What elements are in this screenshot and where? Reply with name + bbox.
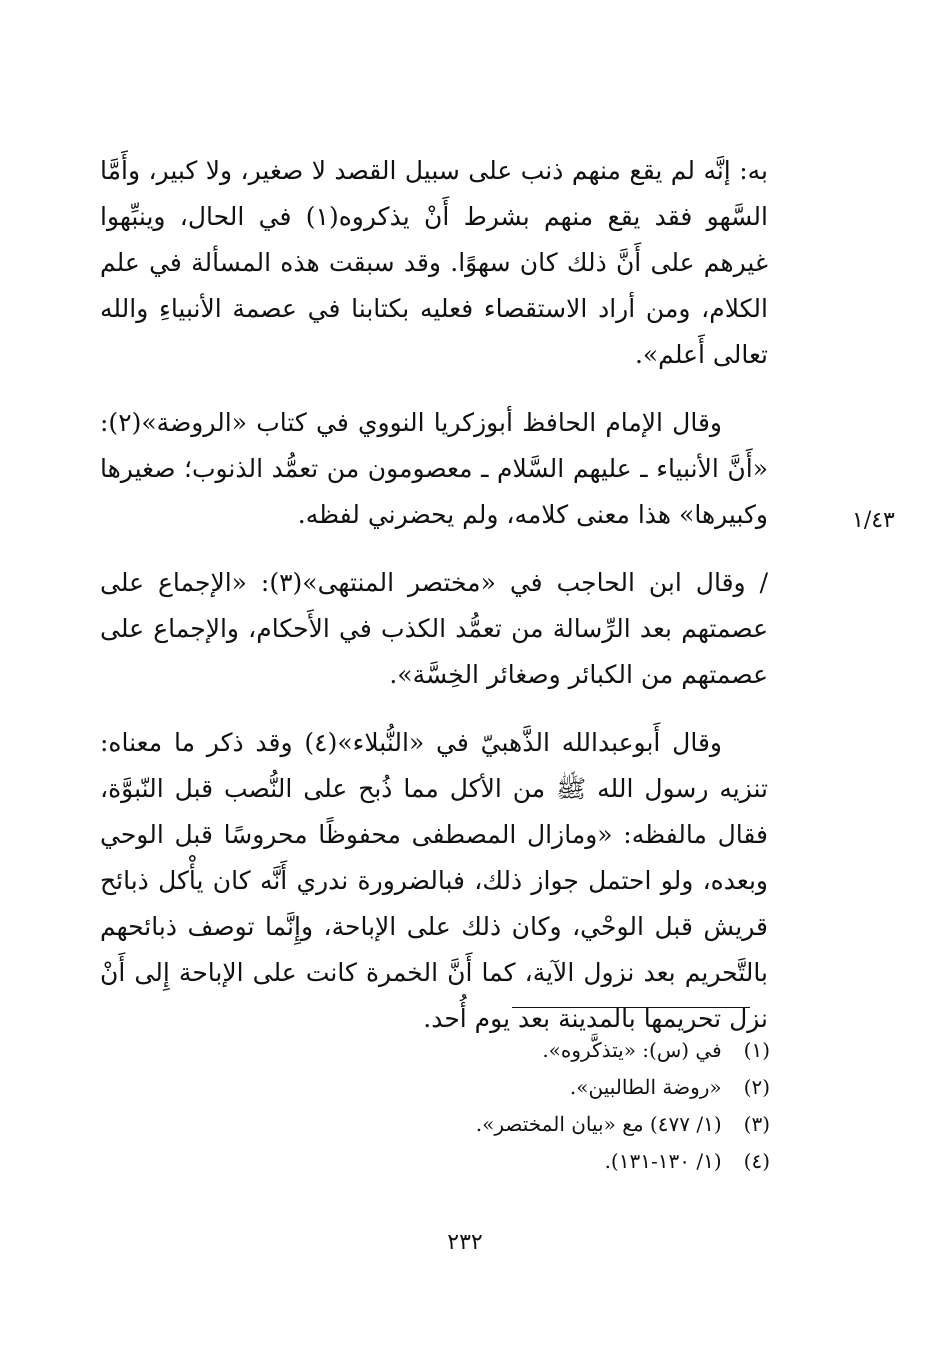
footnote-4 — [300, 1143, 770, 1180]
footnotes — [300, 1032, 770, 1180]
footnote-2 — [300, 1069, 770, 1106]
footnote-text: (١/ ١٣٠-١٣١). — [604, 1149, 722, 1173]
main-text — [100, 148, 768, 1064]
page-number: ٢٣٢ — [447, 1230, 483, 1255]
paragraph-3: / وقال ابن الحاجب في «مختصر المنتهى»(٣): «الإجماع على عصمتهم بعد الرِّسالة من تعمُّد الكذب في الأَحكام، والإجماع على عصمتهم من الكبائر وصغائر الخِسَّة». — [100, 568, 768, 689]
footnote-number: (٣) — [743, 1112, 770, 1136]
footnote-1 — [300, 1032, 770, 1069]
footnote-3 — [300, 1106, 770, 1143]
footnote-text: (١/ ٤٧٧) مع «بيان المختصر». — [475, 1112, 722, 1136]
paragraph-1: به: إنَّه لم يقع منهم ذنب على سبيل القصد لا صغير، ولا كبير، وأَمَّا السَّهو فقد يقع منهم بشرط أَنْ يذكروه(١) في الحال، وينبِّهوا غيرهم على أَنَّ ذلك كان سهوًا. وقد سبقت هذه المسألة في علم الكلام، ومن أراد الاستقصاء فعليه بكتابنا في عصمة الأنبياءِ والله تعالى أَعلم». — [100, 156, 768, 369]
footnote-number: (٤) — [743, 1149, 770, 1173]
footnote-number: (١) — [743, 1038, 770, 1062]
manuscript-folio-marker: ١/٤٣ — [852, 508, 895, 533]
footnote-separator — [512, 1007, 750, 1008]
footnote-number: (٢) — [743, 1075, 770, 1099]
footnote-text: «روضة الطالبين». — [569, 1075, 722, 1099]
footnote-text: في (س): «يتذكَّروه». — [542, 1038, 722, 1062]
paragraph-4: وقال أَبوعبدالله الذَّهبيّ في «النُّبلاء»(٤) وقد ذكر ما معناه: تنزيه رسول الله ﷺ من الأكل مما ذُبح على النُّصب قبل النّبوَّة، فقال مالفظه: «ومازال المصطفى محفوظًا محروسًا قبل الوحي وبعده، ولو احتمل جواز ذلك، فبالضرورة ندري أَنَّه كان يأْكل ذبائح قريش قبل الوحْي، وكان ذلك على الإباحة، وإِنَّما توصف ذبائحهم بالتَّحريم بعد نزول الآية، كما أَنَّ الخمرة كانت على الإباحة إِلى أَنْ نزل تحريمها بالمدينة بعد يوم أُحد. — [100, 728, 768, 1033]
paragraph-2: وقال الإمام الحافظ أبوزكريا النووي في كتاب «الروضة»(٢): «أَنَّ الأنبياء ـ عليهم السَّلام ـ معصومون من تعمُّد الذنوب؛ صغيرها وكبيرها» هذا معنى كلامه، ولم يحضرني لفظه. — [100, 408, 768, 529]
